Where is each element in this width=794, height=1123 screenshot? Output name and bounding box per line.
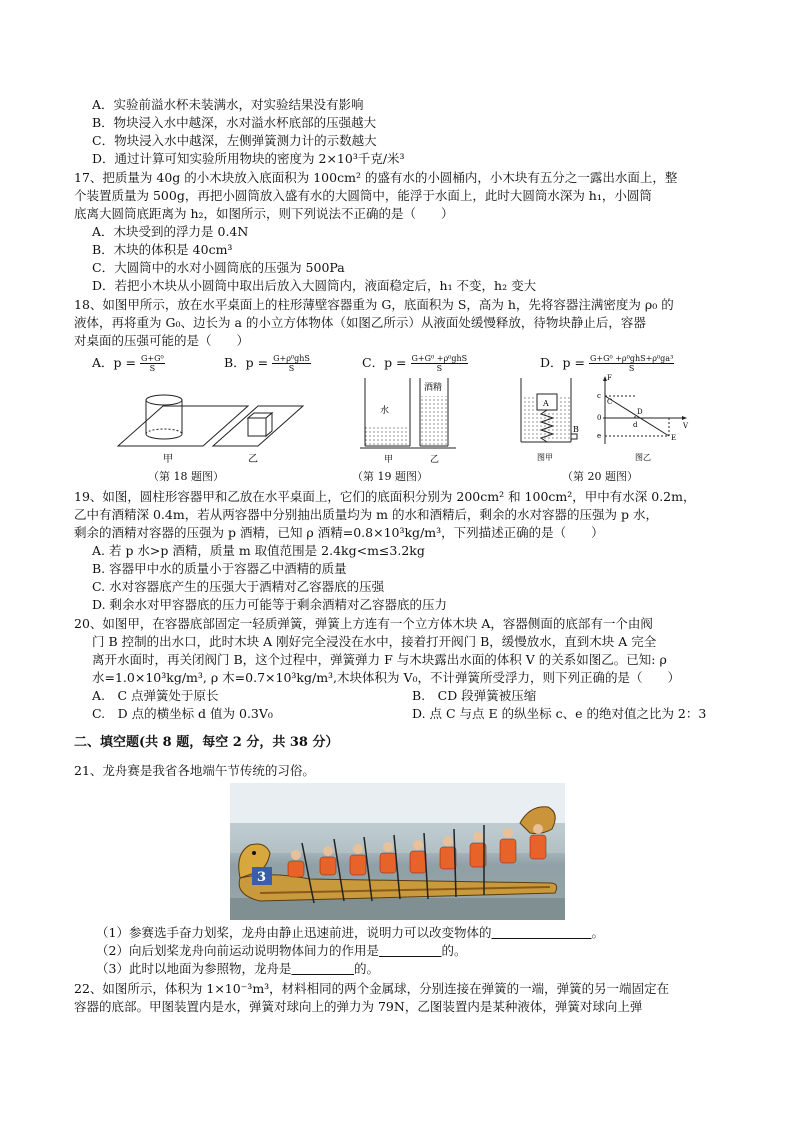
fig19-alcohol-label: 酒精 — [424, 383, 443, 393]
q21-intro: 21、龙舟赛是我省各地端午节传统的习俗。 — [74, 763, 315, 778]
fig19-caption: （第 19 题图） — [352, 470, 428, 483]
fig19-water-label: 水 — [380, 406, 390, 416]
fig20-pt-D: D — [637, 408, 643, 416]
q21-sub-3: （3）此时以地面为参照物，龙舟是 的。 — [96, 961, 379, 976]
q16-option-b: B．物块浸入水中越深，水对溢水杯底部的压强越大 — [92, 115, 377, 130]
q21-sub-2: （2）向后划桨龙舟向前运动说明物体间力的作用是 的。 — [96, 943, 467, 958]
fig20-valve-b: B — [573, 425, 579, 434]
fig20-pt-e: e — [597, 432, 602, 440]
q19-option-a: A. 若 p 水>p 酒精，质量 m 取值范围是 2.4kg<m≤3.2kg — [92, 543, 425, 558]
boat-number: 3 — [257, 870, 267, 885]
q16-option-d: D．通过计算可知实验所用物块的密度为 2×10³千克/米³ — [92, 151, 405, 166]
fig18-caption: （第 18 题图） — [148, 470, 224, 483]
q19-stem-line: 19、如图，圆柱形容器甲和乙放在水平桌面上，它们的底面积分别为 200cm² 和 100cm²，甲中有水深 0.2m， — [74, 489, 696, 504]
q17-stem-line: 17、把质量为 40g 的小木块放入底面积为 100cm² 的盛有水的小圆桶内，小木块有五分之一露出水面上，整 — [74, 170, 678, 185]
blank-3[interactable] — [291, 961, 354, 976]
q16-option-c: C．物块浸入水中越深，左侧弹簧测力计的示数越大 — [92, 133, 377, 148]
fig20-pt-o: 0 — [597, 414, 602, 422]
q20-stem-line: 水=1.0×10³kg/m³, ρ 木=0.7×10³kg/m³,木块体积为 V₀，不计弹簧所受浮力，则下列正确的是（ ） — [92, 670, 681, 685]
q17-option-a: A．木块受到的浮力是 0.4N — [92, 224, 249, 239]
q18-option-d: D．p = $\frac{\text{G+G⁰ +ρ⁰ghS+ρ⁰ga³}}{S}$ — [540, 354, 674, 373]
q19-stem-line: 剩余的酒精对容器的压强为 p 酒精，已知 ρ 酒精=0.8×10³kg/m³，下列描述正确的是（ ） — [74, 525, 604, 540]
q21-sub-1: （1）参赛选手奋力划桨，龙舟由静止迅速前进，说明力可以改变物体的 。 — [96, 925, 604, 940]
blank-1[interactable] — [491, 925, 591, 940]
q19-option-b: B. 容器甲中水的质量小于容器乙中酒精的质量 — [92, 561, 347, 576]
fig20-label-yi: 图乙 — [635, 453, 651, 462]
fig20-axis-f: F — [607, 374, 612, 382]
q20-stem-line: 门 B 控制的出水口，此时木块 A 刚好完全浸没在水中，接着打开阀门 B，缓慢放水，直到木块 A 完全 — [92, 634, 657, 649]
figure-20 — [515, 372, 695, 464]
q20-option-a: A. C 点弹簧处于原长 — [92, 688, 219, 703]
q22-stem-line: 容器的底部。甲图装置内是水，弹簧对球向上的弹力为 79N，乙图装置内是某种液体，弹簧对球向上弹 — [74, 999, 643, 1014]
fig18-label-yi: 乙 — [248, 454, 258, 465]
dragon-boat-photo — [230, 783, 565, 920]
q22-stem-line: 22、如图所示，体积为 1×10⁻³m³，材料相同的两个金属球，分别连接在弹簧的一端，弹簧的另一端固定在 — [74, 981, 670, 996]
q17-option-d: D．若把小木块从小圆筒中取出后放入大圆筒内，液面稳定后，h₁ 不变，h₂ 变大 — [92, 278, 537, 293]
q20-option-b: B. CD 段弹簧被压缩 — [412, 688, 537, 703]
blank-2[interactable] — [379, 943, 442, 958]
fig18-label-jia: 甲 — [163, 454, 173, 465]
q17-stem-line: 底离大圆筒底距离为 h₂，如图所示，则下列说法不正确的是（ ） — [74, 206, 454, 221]
fig19-label-yi: 乙 — [430, 455, 440, 465]
section-heading: 二、填空题(共 8 题，每空 2 分，共 38 分） — [74, 735, 339, 750]
q18-option-b: B．p = $\frac{\text{G+ρ⁰ghS}}{S}$ — [224, 354, 310, 373]
dragon-boat-illustration — [230, 783, 565, 920]
fig20-block-a: A — [543, 399, 549, 408]
q18-option-c: C．p = $\frac{\text{G+G⁰ +ρ⁰ghS}}{S}$ — [362, 354, 468, 373]
q18-option-a: A．p = $\frac{\text{G+G⁰}}{S}$ — [92, 354, 164, 373]
q17-option-b: B．木块的体积是 40cm³ — [92, 242, 233, 257]
q17-option-c: C．大圆筒中的水对小圆筒底的压强为 500Pa — [92, 260, 345, 275]
fig19-label-jia: 甲 — [384, 455, 394, 465]
figure-18 — [108, 378, 308, 478]
figure-19 — [360, 378, 460, 478]
fig20-pt-c: c — [597, 392, 601, 400]
q18-stem-line: 液体，再将重为 G₀、边长为 a 的小立方体物体（如图乙所示）从液面处缓慢释放，待物块静止后，容器 — [74, 315, 646, 330]
fig20-axis-v: V — [683, 422, 689, 430]
q20-option-d: D. 点 C 与点 E 的纵坐标 c、e 的绝对值之比为 2：3 — [412, 706, 707, 721]
fig20-pt-C: C — [607, 398, 613, 406]
q16-option-a: A．实验前溢水杯未装满水，对实验结果没有影响 — [92, 97, 364, 112]
q17-stem-line: 个装置质量为 500g，再把小圆筒放入盛有水的大圆筒中，能浮于水面上，此时大圆筒水深为 h₁，小圆筒 — [74, 188, 652, 203]
q19-stem-line: 乙中有酒精深 0.4m，若从两容器中分别抽出质量均为 m 的水和酒精后，剩余的水对容器的压强为 p 水， — [74, 507, 658, 522]
fig20-pt-d: d — [633, 421, 638, 429]
q19-option-d: D. 剩余水对甲容器底的压力可能等于剩余酒精对乙容器底的压力 — [92, 597, 448, 612]
q18-stem-line: 18、如图甲所示，放在水平桌面上的柱形薄壁容器重为 G，底面积为 S，高为 h，先将容器注满密度为 ρ₀ 的 — [74, 297, 674, 312]
q20-stem-line: 离开水面时，再关闭阀门 B，这个过程中，弹簧弹力 F 与木块露出水面的体积 V 的关系如图乙。已知: ρ — [92, 652, 667, 667]
q18-stem-line: 对桌面的压强可能的是（ ） — [74, 333, 250, 348]
fig20-label-jia: 图甲 — [537, 453, 553, 462]
fig20-caption: （第 20 题图） — [562, 470, 638, 483]
q19-option-c: C. 水对容器底产生的压强大于酒精对乙容器底的压强 — [92, 579, 385, 594]
q20-option-c: C. D 点的横坐标 d 值为 0.3V₀ — [92, 706, 273, 721]
q20-stem-line: 20、如图甲，在容器底部固定一轻质弹簧，弹簧上方连有一个立方体木块 A，容器侧面的底部有一个由阀 — [74, 616, 653, 631]
fig20-pt-E: E — [671, 434, 677, 442]
